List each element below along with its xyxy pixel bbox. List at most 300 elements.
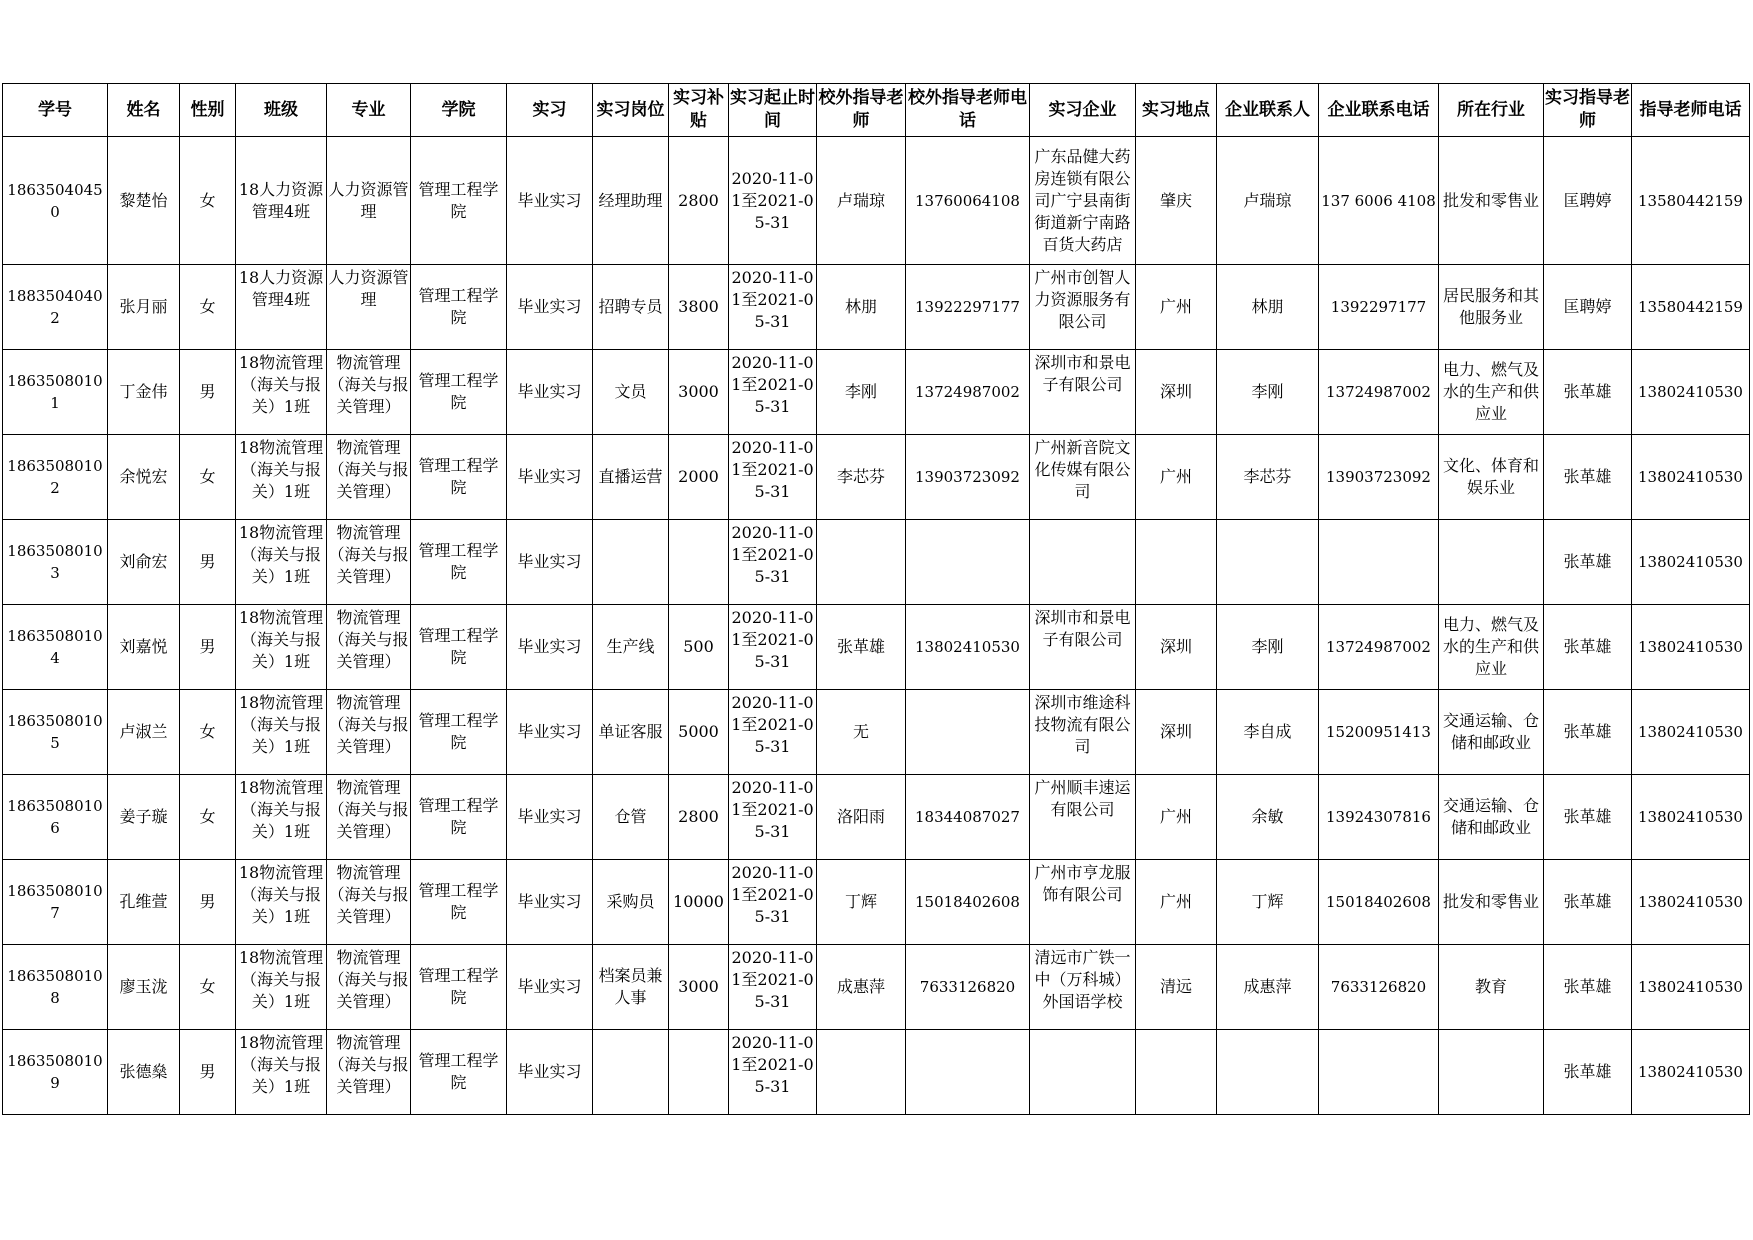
cell-text: 毕业实习 — [517, 807, 582, 826]
cell-company-contact — [1217, 137, 1319, 265]
cell-company — [1030, 775, 1136, 860]
cell-text: 林朋 — [844, 297, 877, 316]
cell-text: 13802410530 — [1638, 1063, 1743, 1081]
cell-class — [236, 137, 327, 265]
cell-text: 3000 — [678, 382, 719, 401]
cell-position — [593, 1030, 669, 1115]
cell-text: 18835040402 — [7, 287, 103, 327]
header-internship: 实习 — [507, 84, 593, 137]
cell-text: 张德燊 — [119, 1062, 168, 1081]
cell-gender — [180, 945, 236, 1030]
cell-text: 管理工程学院 — [418, 179, 499, 221]
cell-location — [1136, 350, 1217, 435]
cell-external-mentor — [817, 265, 906, 350]
cell-external-mentor-phone — [906, 775, 1030, 860]
cell-supervisor — [1544, 1030, 1632, 1115]
cell-company-phone — [1319, 137, 1439, 265]
cell-text: 2020-11-01至2021-05-31 — [731, 948, 814, 1011]
cell-company-contact — [1217, 265, 1319, 350]
cell-location — [1136, 690, 1217, 775]
cell-text: 13802410530 — [1638, 808, 1743, 826]
cell-text: 15018402608 — [1326, 893, 1431, 911]
cell-supervisor-phone — [1632, 605, 1750, 690]
cell-text: 深圳 — [1159, 382, 1192, 401]
cell-industry — [1439, 265, 1544, 350]
header-external-mentor: 校外指导老师 — [817, 84, 906, 137]
cell-student-id — [3, 690, 108, 775]
cell-company-contact — [1217, 605, 1319, 690]
cell-text: 13580442159 — [1638, 191, 1743, 210]
cell-text: 清远 — [1159, 977, 1192, 996]
cell-text: 余敏 — [1251, 807, 1284, 826]
cell-text: 经理助理 — [598, 190, 663, 210]
cell-industry — [1439, 1030, 1544, 1115]
cell-internship-type — [507, 775, 593, 860]
cell-text: 18635080102 — [7, 457, 103, 497]
header-class: 班级 — [236, 84, 327, 137]
cell-college — [411, 1030, 507, 1115]
cell-supervisor — [1544, 605, 1632, 690]
cell-text: 13724987002 — [1326, 383, 1431, 401]
cell-gender — [180, 350, 236, 435]
cell-gender — [180, 1030, 236, 1115]
cell-text: 18635080103 — [7, 542, 103, 582]
cell-student-id — [3, 265, 108, 350]
header-company-contact: 企业联系人 — [1217, 84, 1319, 137]
cell-company-phone — [1319, 605, 1439, 690]
cell-major — [327, 520, 411, 605]
cell-text: 管理工程学院 — [418, 1051, 499, 1092]
cell-text: 18物流管理（海关与报关）1班 — [238, 523, 324, 586]
cell-text: 广州 — [1159, 297, 1192, 316]
cell-subsidy — [669, 350, 729, 435]
cell-major — [327, 605, 411, 690]
cell-period — [729, 690, 817, 775]
cell-external-mentor-phone — [906, 690, 1030, 775]
cell-external-mentor-phone — [906, 435, 1030, 520]
cell-period — [729, 350, 817, 435]
cell-text: 男 — [199, 382, 216, 401]
cell-text: 18635080105 — [7, 712, 103, 752]
cell-text: 李芯芬 — [1243, 467, 1292, 486]
cell-company-contact — [1217, 350, 1319, 435]
cell-text: 张革雄 — [1563, 1062, 1612, 1081]
cell-text: 13802410530 — [1638, 978, 1743, 996]
cell-text: 7633126820 — [919, 978, 1016, 996]
cell-subsidy — [669, 520, 729, 605]
cell-class — [236, 520, 327, 605]
cell-college — [411, 265, 507, 350]
cell-major — [327, 137, 411, 265]
cell-industry — [1439, 520, 1544, 605]
cell-subsidy — [669, 137, 729, 265]
cell-external-mentor-phone — [906, 137, 1030, 265]
cell-location — [1136, 775, 1217, 860]
cell-text: 18物流管理（海关与报关）1班 — [238, 608, 324, 671]
cell-text: 管理工程学院 — [418, 286, 499, 327]
cell-text: 管理工程学院 — [418, 371, 499, 412]
table-row — [3, 520, 1750, 605]
cell-period — [729, 775, 817, 860]
cell-supervisor-phone — [1632, 945, 1750, 1030]
cell-text: 2020-11-01至2021-05-31 — [731, 438, 814, 501]
cell-supervisor-phone — [1632, 265, 1750, 350]
cell-text: 孔维萱 — [119, 892, 168, 911]
cell-period — [729, 945, 817, 1030]
cell-company-phone — [1319, 265, 1439, 350]
cell-company-phone — [1319, 945, 1439, 1030]
cell-location — [1136, 435, 1217, 520]
cell-text: 广州顺丰速运有限公司 — [1034, 778, 1131, 819]
cell-text: 文化、体育和娱乐业 — [1442, 456, 1539, 497]
cell-text: 女 — [199, 297, 216, 316]
header-industry: 所在行业 — [1439, 84, 1544, 137]
header-major: 专业 — [327, 84, 411, 137]
cell-text: 卢淑兰 — [119, 722, 168, 741]
cell-text: 余悦宏 — [119, 467, 168, 486]
table-row — [3, 775, 1750, 860]
cell-external-mentor — [817, 350, 906, 435]
cell-supervisor — [1544, 265, 1632, 350]
cell-supervisor-phone — [1632, 860, 1750, 945]
cell-text: 物流管理（海关与报关管理） — [328, 438, 409, 501]
cell-text: 张革雄 — [1563, 637, 1612, 656]
cell-text: 档案员兼人事 — [598, 966, 663, 1007]
cell-text: 毕业实习 — [517, 190, 582, 210]
cell-college — [411, 775, 507, 860]
cell-text: 生产线 — [606, 637, 655, 656]
header-college: 学院 — [411, 84, 507, 137]
cell-text: 2020-11-01至2021-05-31 — [731, 268, 814, 331]
cell-text: 13724987002 — [915, 383, 1020, 401]
cell-text: 招聘专员 — [598, 297, 663, 316]
cell-text: 2020-11-01至2021-05-31 — [731, 608, 814, 671]
cell-text: 13802410530 — [1638, 893, 1743, 911]
cell-internship-type — [507, 1030, 593, 1115]
cell-text: 广州市亨龙服饰有限公司 — [1034, 863, 1131, 904]
cell-position — [593, 137, 669, 265]
cell-text: 张革雄 — [1563, 382, 1612, 401]
cell-text: 3000 — [678, 977, 719, 996]
cell-period — [729, 1030, 817, 1115]
cell-company — [1030, 520, 1136, 605]
cell-text — [1030, 1030, 1135, 1032]
cell-position — [593, 775, 669, 860]
cell-text: 清远市广铁一中（万科城）外国语学校 — [1034, 948, 1131, 1011]
cell-name — [108, 137, 180, 265]
cell-position — [593, 435, 669, 520]
cell-text: 女 — [199, 190, 216, 210]
cell-text: 男 — [199, 1062, 216, 1081]
cell-period — [729, 605, 817, 690]
cell-text: 广州新音院文化传媒有限公司 — [1034, 438, 1131, 501]
cell-text: 交通运输、仓储和邮政业 — [1442, 711, 1539, 752]
cell-text: 张月丽 — [119, 297, 168, 316]
cell-text: 2800 — [678, 807, 719, 826]
cell-text: 管理工程学院 — [418, 966, 499, 1007]
cell-period — [729, 265, 817, 350]
cell-text: 13922297177 — [915, 298, 1020, 316]
cell-subsidy — [669, 775, 729, 860]
cell-student-id — [3, 775, 108, 860]
cell-text: 管理工程学院 — [418, 881, 499, 922]
cell-text: 丁金伟 — [119, 382, 168, 401]
header-external-mentor-phone: 校外指导老师电话 — [906, 84, 1030, 137]
header-location: 实习地点 — [1136, 84, 1217, 137]
cell-text: 李自成 — [1243, 722, 1292, 741]
table-row — [3, 860, 1750, 945]
cell-text: 500 — [683, 637, 714, 656]
cell-text: 肇庆 — [1159, 190, 1192, 210]
cell-class — [236, 605, 327, 690]
cell-text: 卢瑞琼 — [1243, 190, 1292, 210]
cell-text: 交通运输、仓储和邮政业 — [1442, 796, 1539, 837]
cell-text: 15200951413 — [1326, 723, 1431, 741]
cell-name — [108, 690, 180, 775]
cell-college — [411, 860, 507, 945]
cell-text: 18635040450 — [7, 180, 103, 221]
cell-text: 仓管 — [614, 807, 647, 826]
cell-period — [729, 520, 817, 605]
cell-text: 18物流管理（海关与报关）1班 — [238, 353, 324, 416]
cell-text: 2020-11-01至2021-05-31 — [731, 693, 814, 756]
cell-text: 张革雄 — [1563, 552, 1612, 571]
cell-company — [1030, 945, 1136, 1030]
cell-text: 18物流管理（海关与报关）1班 — [238, 693, 324, 756]
cell-location — [1136, 605, 1217, 690]
cell-major — [327, 1030, 411, 1115]
cell-external-mentor-phone — [906, 605, 1030, 690]
cell-class — [236, 1030, 327, 1115]
cell-text: 物流管理（海关与报关管理） — [328, 608, 409, 671]
cell-location — [1136, 265, 1217, 350]
cell-location — [1136, 520, 1217, 605]
cell-major — [327, 945, 411, 1030]
cell-text: 毕业实习 — [517, 1062, 582, 1081]
table-row — [3, 350, 1750, 435]
cell-text: 居民服务和其他服务业 — [1442, 286, 1539, 327]
cell-text: 匡聘婷 — [1563, 297, 1612, 316]
cell-external-mentor-phone — [906, 860, 1030, 945]
cell-text: 李刚 — [1251, 637, 1284, 656]
cell-supervisor — [1544, 350, 1632, 435]
cell-company-phone — [1319, 435, 1439, 520]
cell-name — [108, 605, 180, 690]
cell-text: 物流管理（海关与报关管理） — [328, 353, 409, 416]
cell-subsidy — [669, 1030, 729, 1115]
cell-text: 13724987002 — [1326, 638, 1431, 656]
cell-industry — [1439, 945, 1544, 1030]
cell-position — [593, 605, 669, 690]
cell-text: 人力资源管理 — [328, 179, 409, 221]
cell-text: 18物流管理（海关与报关）1班 — [238, 948, 324, 1011]
table-row — [3, 1030, 1750, 1115]
cell-company — [1030, 1030, 1136, 1115]
cell-text: 物流管理（海关与报关管理） — [328, 778, 409, 841]
cell-text: 13903723092 — [915, 468, 1020, 486]
cell-text: 毕业实习 — [517, 722, 582, 741]
cell-name — [108, 520, 180, 605]
cell-text: 管理工程学院 — [418, 541, 499, 582]
cell-external-mentor — [817, 1030, 906, 1115]
cell-text: 2020-11-01至2021-05-31 — [731, 168, 814, 232]
cell-gender — [180, 860, 236, 945]
cell-text: 2020-11-01至2021-05-31 — [731, 523, 814, 586]
cell-text: 18人力资源管理4班 — [238, 179, 324, 221]
cell-industry — [1439, 860, 1544, 945]
header-row — [3, 84, 1750, 137]
cell-text: 张革雄 — [1563, 807, 1612, 826]
cell-text: 18635080108 — [7, 967, 103, 1007]
cell-text: 廖玉泷 — [119, 977, 168, 996]
cell-text: 丁辉 — [844, 892, 877, 911]
cell-text: 批发和零售业 — [1442, 190, 1539, 210]
header-period: 实习起止时间 — [729, 84, 817, 137]
cell-name — [108, 265, 180, 350]
cell-supervisor — [1544, 520, 1632, 605]
cell-text: 成惠萍 — [836, 977, 885, 996]
cell-student-id — [3, 945, 108, 1030]
cell-supervisor-phone — [1632, 1030, 1750, 1115]
cell-text: 深圳 — [1159, 722, 1192, 741]
cell-supervisor — [1544, 137, 1632, 265]
cell-period — [729, 137, 817, 265]
internship-table — [2, 83, 1750, 1115]
cell-student-id — [3, 350, 108, 435]
cell-text: 管理工程学院 — [418, 796, 499, 837]
cell-class — [236, 350, 327, 435]
cell-text: 13924307816 — [1326, 808, 1431, 826]
cell-company-contact — [1217, 945, 1319, 1030]
cell-text: 13760064108 — [915, 191, 1020, 210]
cell-major — [327, 775, 411, 860]
cell-text: 13802410530 — [915, 638, 1020, 656]
cell-company-phone — [1319, 520, 1439, 605]
cell-company — [1030, 137, 1136, 265]
cell-text: 深圳市和景电子有限公司 — [1034, 353, 1131, 394]
cell-text: 单证客服 — [598, 722, 663, 741]
cell-company-phone — [1319, 1030, 1439, 1115]
cell-supervisor-phone — [1632, 137, 1750, 265]
cell-text: 18635080106 — [7, 797, 103, 837]
cell-supervisor-phone — [1632, 350, 1750, 435]
cell-text: 13802410530 — [1638, 553, 1743, 571]
cell-text: 深圳 — [1159, 637, 1192, 656]
cell-college — [411, 435, 507, 520]
cell-location — [1136, 860, 1217, 945]
table-row — [3, 690, 1750, 775]
cell-company — [1030, 265, 1136, 350]
cell-internship-type — [507, 435, 593, 520]
cell-text: 2000 — [678, 467, 719, 486]
cell-student-id — [3, 1030, 108, 1115]
cell-external-mentor — [817, 690, 906, 775]
cell-text: 18物流管理（海关与报关）1班 — [238, 1033, 324, 1096]
cell-text: 张革雄 — [1563, 722, 1612, 741]
cell-supervisor-phone — [1632, 520, 1750, 605]
cell-text: 丁辉 — [1251, 892, 1284, 911]
cell-text: 人力资源管理 — [328, 268, 409, 309]
cell-text: 毕业实习 — [517, 892, 582, 911]
cell-internship-type — [507, 605, 593, 690]
cell-subsidy — [669, 945, 729, 1030]
header-student-id: 学号 — [3, 84, 108, 137]
cell-external-mentor-phone — [906, 1030, 1030, 1115]
cell-company — [1030, 690, 1136, 775]
cell-industry — [1439, 350, 1544, 435]
cell-company-contact — [1217, 435, 1319, 520]
cell-position — [593, 690, 669, 775]
cell-text: 林朋 — [1251, 297, 1284, 316]
cell-text: 15018402608 — [915, 893, 1020, 911]
cell-text: 毕业实习 — [517, 382, 582, 401]
cell-text: 卢瑞琼 — [836, 190, 885, 210]
cell-industry — [1439, 690, 1544, 775]
cell-name — [108, 775, 180, 860]
cell-college — [411, 945, 507, 1030]
cell-text: 男 — [199, 892, 216, 911]
cell-text: 女 — [199, 977, 216, 996]
cell-internship-type — [507, 350, 593, 435]
cell-text: 18635080107 — [7, 882, 103, 922]
cell-text: 广州 — [1159, 467, 1192, 486]
cell-position — [593, 520, 669, 605]
cell-text: 13802410530 — [1638, 638, 1743, 656]
cell-college — [411, 605, 507, 690]
cell-text: 1392297177 — [1330, 298, 1427, 316]
cell-college — [411, 137, 507, 265]
table-row — [3, 265, 1750, 350]
table-row — [3, 137, 1750, 265]
cell-supervisor — [1544, 435, 1632, 520]
cell-name — [108, 860, 180, 945]
cell-text: 18物流管理（海关与报关）1班 — [238, 778, 324, 841]
cell-supervisor-phone — [1632, 775, 1750, 860]
cell-text: 物流管理（海关与报关管理） — [328, 1033, 409, 1096]
header-supervisor: 实习指导老师 — [1544, 84, 1632, 137]
cell-text: 刘嘉悦 — [119, 637, 168, 656]
cell-text: 管理工程学院 — [418, 626, 499, 667]
cell-subsidy — [669, 690, 729, 775]
cell-text: 18635080101 — [7, 372, 103, 412]
cell-supervisor — [1544, 860, 1632, 945]
cell-text: 物流管理（海关与报关管理） — [328, 863, 409, 926]
cell-external-mentor — [817, 137, 906, 265]
cell-text: 2020-11-01至2021-05-31 — [731, 353, 814, 416]
cell-external-mentor — [817, 775, 906, 860]
cell-text: 直播运营 — [598, 467, 663, 486]
cell-company-phone — [1319, 690, 1439, 775]
cell-company-contact — [1217, 860, 1319, 945]
cell-position — [593, 265, 669, 350]
cell-text: 李刚 — [1251, 382, 1284, 401]
cell-major — [327, 435, 411, 520]
cell-text: 张革雄 — [1563, 467, 1612, 486]
cell-text: 13802410530 — [1638, 383, 1743, 401]
cell-text: 广州 — [1159, 807, 1192, 826]
cell-text: 18635080109 — [7, 1052, 103, 1092]
cell-text: 18635080104 — [7, 627, 103, 667]
cell-text: 电力、燃气及水的生产和供应业 — [1442, 360, 1539, 423]
cell-major — [327, 265, 411, 350]
cell-company-phone — [1319, 350, 1439, 435]
cell-text: 18人力资源管理4班 — [238, 268, 324, 309]
header-supervisor-phone: 指导老师电话 — [1632, 84, 1750, 137]
cell-company-contact — [1217, 520, 1319, 605]
cell-external-mentor-phone — [906, 520, 1030, 605]
table-row — [3, 945, 1750, 1030]
cell-text: 文员 — [614, 382, 647, 401]
